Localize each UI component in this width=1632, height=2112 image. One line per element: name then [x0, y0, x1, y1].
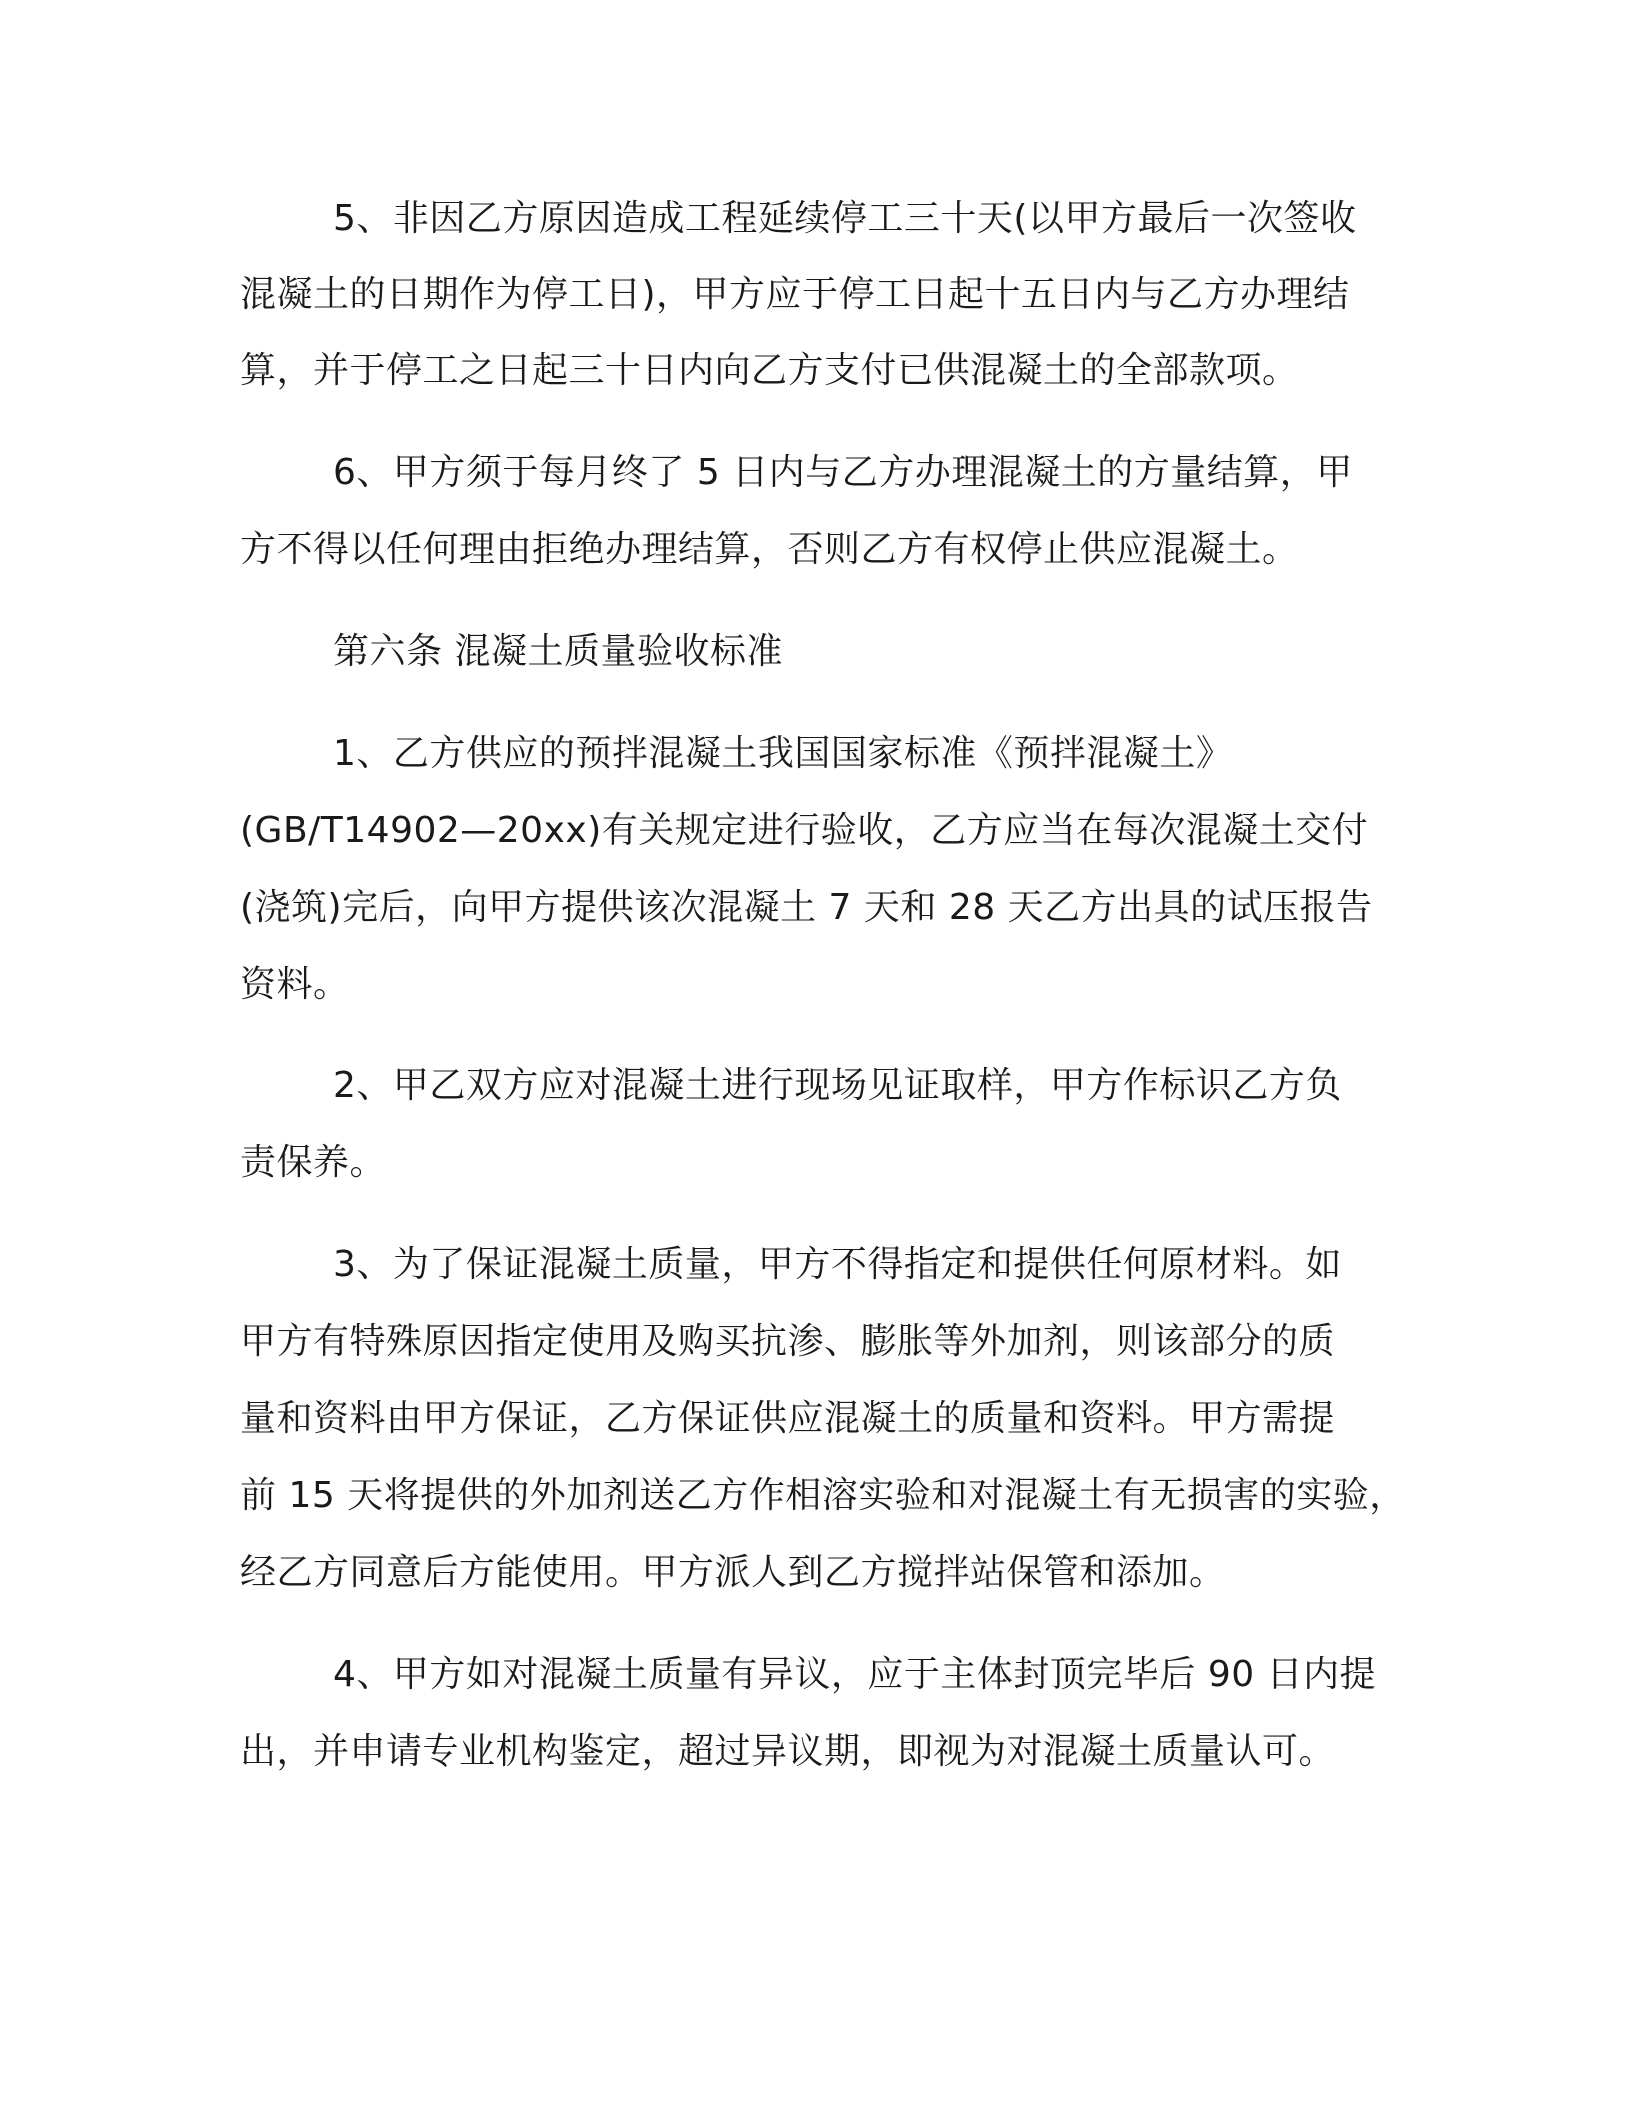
- paragraph-line: 1、乙方供应的预拌混凝土我国国家标准《预拌混凝土》: [333, 733, 1233, 774]
- paragraph-line: 经乙方同意后方能使用。甲方派人到乙方搅拌站保管和添加。: [240, 1552, 1226, 1593]
- paragraph-line: (GB/T14902—20xx)有关规定进行验收，乙方应当在每次混凝土交付: [240, 810, 1369, 851]
- paragraph-line: 2、甲乙双方应对混凝土进行现场见证取样，甲方作标识乙方负: [333, 1065, 1342, 1106]
- paragraph-line: 3、为了保证混凝土质量，甲方不得指定和提供任何原材料。如: [333, 1244, 1342, 1285]
- section-heading: 第六条 混凝土质量验收标准: [333, 631, 783, 672]
- paragraph-line: 责保养。: [240, 1142, 387, 1183]
- paragraph-line: 资料。: [240, 964, 350, 1005]
- paragraph-line: 6、甲方须于每月终了 5 日内与乙方办理混凝土的方量结算，甲: [333, 452, 1353, 493]
- paragraph-line: 前 15 天将提供的外加剂送乙方作相溶实验和对混凝土有无损害的实验，: [240, 1475, 1406, 1516]
- paragraph-line: 4、甲方如对混凝土质量有异议，应于主体封顶完毕后 90 日内提: [333, 1654, 1377, 1695]
- paragraph-line: 甲方有特殊原因指定使用及购买抗渗、膨胀等外加剂，则该部分的质: [240, 1321, 1336, 1362]
- paragraph-line: 出，并申请专业机构鉴定，超过异议期，即视为对混凝土质量认可。: [240, 1731, 1336, 1772]
- paragraph-line: 量和资料由甲方保证，乙方保证供应混凝土的质量和资料。甲方需提: [240, 1398, 1336, 1439]
- paragraph-line: 方不得以任何理由拒绝办理结算，否则乙方有权停止供应混凝土。: [240, 529, 1299, 570]
- paragraph-line: 算，并于停工之日起三十日内向乙方支付已供混凝土的全部款项。: [240, 350, 1299, 391]
- paragraph-line: (浇筑)完后，向甲方提供该次混凝土 7 天和 28 天乙方出具的试压报告: [240, 887, 1373, 928]
- paragraph-line: 混凝土的日期作为停工日)，甲方应于停工日起十五日内与乙方办理结: [240, 274, 1350, 315]
- paragraph-line: 5、非因乙方原因造成工程延续停工三十天(以甲方最后一次签收: [333, 198, 1357, 239]
